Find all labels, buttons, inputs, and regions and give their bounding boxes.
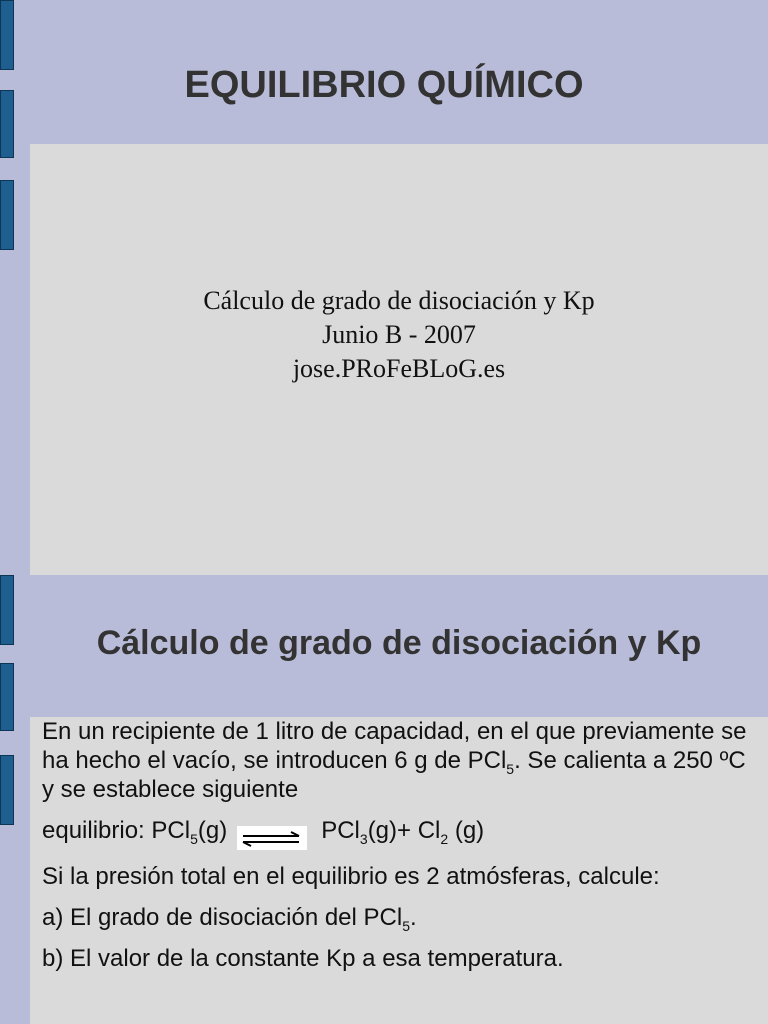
problem-text — [42, 717, 757, 973]
subtitle-line: jose.PRoFeBLoG.es — [292, 354, 506, 383]
slide-1-content — [30, 144, 768, 575]
slide-tab-1 — [0, 0, 14, 70]
equilibrium-arrows-icon — [237, 826, 307, 850]
slide-tab-5 — [0, 663, 14, 731]
slide-1-subtitle — [30, 284, 768, 386]
slide-2 — [0, 575, 768, 1024]
subtitle-line: Junio B - 2007 — [322, 320, 476, 349]
paragraph-intro: En un recipiente de 1 litro de capacidad, en el que previamente se ha hecho el vacío, se introducen 6 g de PCl$_5$. Se calienta a 250 ºC y se establece siguiente — [42, 718, 747, 803]
slide-tab-3 — [0, 180, 14, 250]
question-b: b) El valor de la constante Kp a esa temperatura. — [42, 945, 564, 972]
subtitle-line: Cálculo de grado de disociación y Kp — [203, 286, 595, 315]
slide-tab-4 — [0, 575, 14, 645]
question-a: a) El grado de disociación del PCl$_5$. — [42, 904, 417, 934]
slide-2-title: Cálculo de grado de disociación y Kp — [96, 624, 702, 662]
slide-tab-6 — [0, 755, 14, 825]
slide-1-title: EQUILIBRIO QUÍMICO — [184, 64, 584, 106]
paragraph-question: Si la presión total en el equilibrio es 2 atmósferas, calcule: — [42, 863, 660, 890]
slide-2-content — [30, 717, 768, 1024]
equation-line: equilibrio: PCl$_5$(g) $PCl_3(g)+ Cl_2$ (g) — [42, 816, 757, 850]
